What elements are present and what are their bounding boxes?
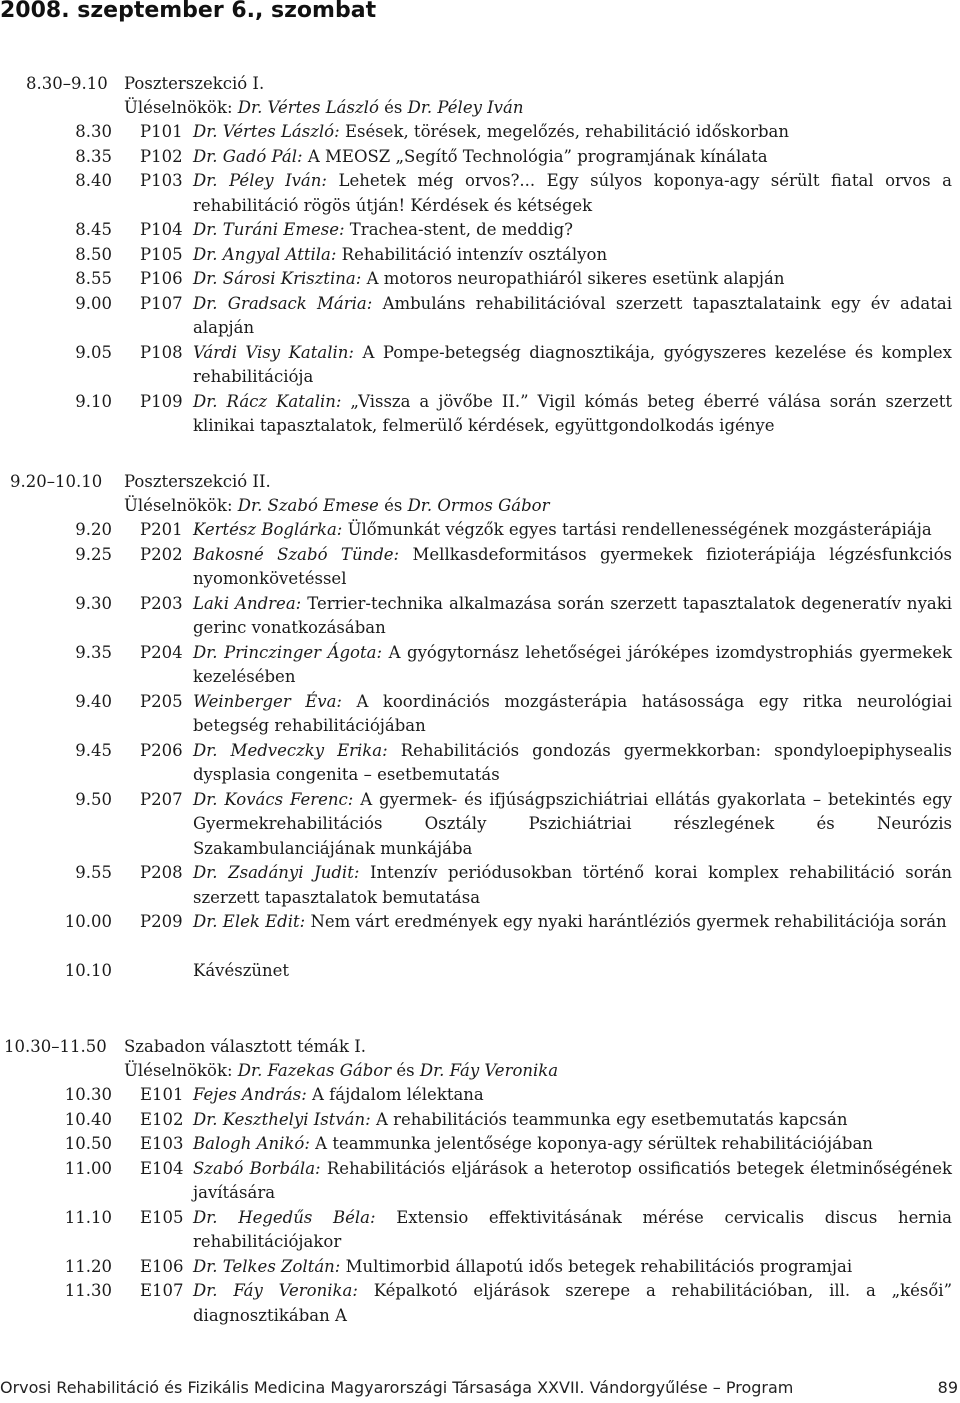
- item-title: Nem várt eredmények egy nyaki harántléziós gyermek rehabilitációja során: [310, 912, 947, 931]
- item-author: Dr. Péley Iván:: [193, 171, 327, 190]
- item-title: Ülőmunkát végzők egyes tartási rendellenességének mozgásterápiája: [347, 520, 932, 539]
- item-title: Extensio effektivitásának mérése cervicalis discus hernia rehabilitációjakor: [193, 1207, 952, 1251]
- item-author: Laki Andrea:: [193, 593, 302, 613]
- program-item: [0, 641, 960, 690]
- item-time: 8.30: [75, 122, 112, 141]
- item-code: E102: [140, 1109, 184, 1129]
- item-code: P101: [140, 122, 183, 141]
- item-code: P106: [140, 269, 183, 288]
- chair-name: Dr. Vértes László: [237, 98, 379, 117]
- chairs-and: és: [384, 98, 403, 117]
- item-author: Dr. Vértes László:: [193, 122, 340, 141]
- session-chairs: [0, 96, 960, 120]
- program-item: [0, 120, 960, 145]
- program-item: [0, 390, 960, 439]
- item-code: P103: [140, 171, 183, 190]
- item-author: Dr. Rácz Katalin:: [193, 391, 342, 411]
- item-author: Dr. Hegedűs Béla:: [193, 1207, 376, 1227]
- program-item: [0, 861, 960, 910]
- item-code: P105: [140, 244, 183, 264]
- program-item: [0, 218, 960, 243]
- item-author: Dr. Turáni Emese:: [193, 220, 345, 239]
- item-code: E106: [140, 1256, 184, 1276]
- item-time: 11.20: [64, 1256, 112, 1276]
- item-time: 9.10: [75, 391, 112, 411]
- item-time: 10.30: [64, 1085, 112, 1104]
- program-item: [0, 169, 960, 218]
- item-title: A gyermek- és ifjúságpszichiátriai ellátás gyakorlata – betekintés egy Gyermekrehabilitációs Osztály Pszichiátriai részlegének és Neurózis Szakambulanciájának munkájába: [193, 789, 952, 858]
- item-title: A gyógytornász lehetőségei járóképes izomdystrophiás gyermekek kezelésében: [193, 642, 952, 686]
- item-author: Dr. Sárosi Krisztina:: [193, 269, 362, 288]
- item-title: A koordinációs mozgásterápia hatásossága egy ritka neurológiai betegség rehabilitációjában: [193, 691, 953, 735]
- item-author: Dr. Zsadányi Judit:: [193, 863, 360, 882]
- program-item: [0, 592, 960, 641]
- item-title: Terrier-technika alkalmazása során szerzett tapasztalatok degeneratív nyaki gerinc vonatkozásában: [193, 593, 952, 637]
- item-time: 11.30: [64, 1281, 112, 1300]
- program-item: [0, 1132, 960, 1157]
- item-author: Fejes András:: [193, 1085, 307, 1104]
- session-title: Poszterszekció II.: [124, 472, 271, 491]
- program-item: [0, 910, 960, 935]
- session-poszterszekcio-2: [0, 470, 960, 983]
- chair-name: Dr. Péley Iván: [407, 98, 524, 117]
- item-author: Dr. Fáy Veronika:: [193, 1281, 358, 1300]
- item-code: P209: [140, 912, 183, 931]
- program-item: [0, 1255, 960, 1280]
- item-code: P203: [140, 593, 183, 613]
- item-title: Multimorbid állapotú idős betegek rehabilitációs programjai: [345, 1256, 853, 1276]
- item-title: Képalkotó eljárások szerepe a rehabilitációban, ill. a „késői” diagnosztikában A: [193, 1281, 953, 1325]
- session-chairs: [0, 1059, 960, 1083]
- chair-name: Dr. Szabó Emese: [237, 496, 379, 515]
- session-szabadon-valasztott-1: [0, 1035, 960, 1328]
- break-label: Kávészünet: [193, 960, 290, 980]
- item-author: Bakosné Szabó Tünde:: [193, 544, 400, 564]
- program-item: [0, 543, 960, 592]
- program-item: [0, 788, 960, 862]
- item-author: Dr. Medveczky Erika:: [193, 740, 388, 760]
- item-code: P107: [140, 293, 183, 313]
- session-header: [0, 1035, 960, 1059]
- item-title: A fájdalom lélektana: [312, 1085, 484, 1104]
- item-time: 9.35: [75, 642, 112, 662]
- page-number: 89: [937, 1378, 958, 1397]
- chairs-and: és: [396, 1061, 415, 1080]
- item-title: „Vissza a jövőbe II.” Vigil kómás beteg éberré válása során szerzett klinikai tapasztalatok, felmerülő kérdések, együttgondolkodás igénye: [193, 391, 953, 435]
- chairs-label: Üléselnökök:: [124, 496, 233, 515]
- item-time: 9.05: [75, 342, 112, 362]
- item-code: P208: [140, 863, 183, 882]
- item-author: Dr. Princzinger Ágota:: [193, 642, 383, 662]
- item-title: Rehabilitációs eljárások a heterotop ossificatiós betegek életminőségének javítására: [193, 1158, 952, 1202]
- chair-name: Dr. Fáy Veronika: [419, 1061, 559, 1080]
- item-title: Trachea-stent, de meddig?: [349, 220, 573, 239]
- item-code: P207: [140, 789, 183, 809]
- item-time: 11.10: [64, 1207, 112, 1227]
- item-author: Dr. Telkes Zoltán:: [193, 1256, 341, 1276]
- item-time: 9.45: [75, 740, 112, 760]
- item-author: Dr. Kovács Ferenc:: [193, 789, 354, 809]
- item-author: Balogh Anikó:: [193, 1134, 310, 1153]
- item-time: 11.00: [64, 1158, 112, 1178]
- item-time: 10.50: [64, 1134, 112, 1153]
- item-code: P201: [140, 520, 183, 539]
- item-time: 8.40: [75, 171, 112, 190]
- session-header: [0, 72, 960, 96]
- item-title: Lehetek még orvos?... Egy súlyos koponya-agy sérült fiatal orvos a rehabilitáció rögös útján! Kérdések és kétségek: [193, 171, 953, 215]
- item-code: P206: [140, 740, 183, 760]
- item-time: 9.50: [75, 789, 112, 809]
- item-author: Dr. Angyal Attila:: [193, 244, 337, 264]
- item-title: Intenzív periódusokban történő korai komplex rehabilitáció során szerzett tapasztalatok bemutatása: [193, 863, 953, 907]
- item-time: 8.50: [75, 244, 112, 264]
- item-code: E101: [140, 1085, 184, 1104]
- program-item: [0, 292, 960, 341]
- item-title: Rehabilitációs gondozás gyermekkorban: spondyloepiphysealis dysplasia congenita – esetbemutatás: [193, 740, 952, 784]
- item-time: 9.25: [75, 544, 112, 564]
- item-time: 8.55: [75, 269, 112, 288]
- program-item: [0, 341, 960, 390]
- program-item: [0, 1206, 960, 1255]
- item-time: 9.55: [75, 863, 112, 882]
- footer-text: Orvosi Rehabilitáció és Fizikális Medicina Magyarországi Társasága XXVII. Vándorgyűlése – Program: [0, 1378, 794, 1397]
- item-code: E104: [140, 1158, 184, 1178]
- break-time: 10.10: [64, 960, 112, 980]
- page-title: 2008. szeptember 6., szombat: [0, 0, 377, 23]
- item-title: Esések, törések, megelőzés, rehabilitáció időskorban: [344, 122, 789, 141]
- item-code: P202: [140, 544, 183, 564]
- session-poszterszekcio-1: [0, 72, 960, 439]
- item-time: 10.40: [64, 1109, 112, 1129]
- item-code: P104: [140, 220, 183, 239]
- item-code: P109: [140, 391, 183, 411]
- page-footer: [0, 1378, 960, 1397]
- program-item: [0, 518, 960, 543]
- item-title: Ambuláns rehabilitációval szerzett tapasztalataink egy év adatai alapján: [193, 293, 953, 337]
- item-title: Mellkasdeformitásos gyermekek fizioterápiája légzésfunkciós nyomonkövetéssel: [193, 544, 952, 588]
- item-author: Várdi Visy Katalin:: [193, 342, 354, 362]
- item-time: 9.30: [75, 593, 112, 613]
- item-title: A MEOSZ „Segítő Technológia” programjának kínálata: [307, 146, 768, 166]
- session-time: 10.30–11.50: [4, 1037, 107, 1056]
- program-item: [0, 1108, 960, 1133]
- chairs-and: és: [384, 496, 403, 515]
- item-time: 9.20: [75, 520, 112, 539]
- program-item: [0, 267, 960, 292]
- item-author: Kertész Boglárka:: [193, 520, 343, 539]
- item-time: 8.35: [75, 146, 112, 166]
- program-item: [0, 690, 960, 739]
- item-code: E107: [140, 1281, 184, 1300]
- session-title: Poszterszekció I.: [124, 74, 265, 93]
- item-code: P205: [140, 691, 183, 711]
- item-code: E103: [140, 1134, 184, 1153]
- item-title: A rehabilitációs teammunka egy esetbemutatás kapcsán: [375, 1109, 848, 1129]
- item-author: Szabó Borbála:: [193, 1158, 321, 1178]
- item-title: Rehabilitáció intenzív osztályon: [341, 244, 608, 264]
- program-item: [0, 1083, 960, 1108]
- item-time: 9.00: [75, 293, 112, 313]
- item-author: Weinberger Éva:: [193, 691, 342, 711]
- session-title: Szabadon választott témák I.: [124, 1037, 366, 1056]
- program-item: [0, 1157, 960, 1206]
- coffee-break: [0, 959, 960, 984]
- item-time: 9.40: [75, 691, 112, 711]
- item-title: A Pompe-betegség diagnosztikája, gyógyszeres kezelése és komplex rehabilitációja: [193, 342, 952, 386]
- item-title: A motoros neuropathiáról sikeres esetünk alapján: [366, 269, 785, 288]
- session-header: [0, 470, 960, 494]
- item-author: Dr. Elek Edit:: [193, 912, 306, 931]
- item-code: P102: [140, 146, 183, 166]
- chair-name: Dr. Ormos Gábor: [407, 496, 550, 515]
- item-code: E105: [140, 1207, 184, 1227]
- item-title: A teammunka jelentősége koponya-agy sérültek rehabilitációjában: [315, 1134, 873, 1153]
- chair-name: Dr. Fazekas Gábor: [237, 1061, 392, 1080]
- program-item: [0, 739, 960, 788]
- chairs-label: Üléselnökök:: [124, 98, 233, 117]
- session-time: 9.20–10.10: [10, 472, 103, 491]
- item-author: Dr. Keszthelyi István:: [193, 1109, 371, 1129]
- item-code: P204: [140, 642, 183, 662]
- item-time: 8.45: [75, 220, 112, 239]
- chairs-label: Üléselnökök:: [124, 1061, 233, 1080]
- item-time: 10.00: [64, 912, 112, 931]
- program-item: [0, 243, 960, 268]
- session-chairs: [0, 494, 960, 518]
- program-item: [0, 145, 960, 170]
- session-time: 8.30–9.10: [26, 74, 108, 93]
- program-item: [0, 1279, 960, 1328]
- item-author: Dr. Gadó Pál:: [193, 146, 303, 166]
- item-author: Dr. Gradsack Mária:: [193, 293, 373, 313]
- item-code: P108: [140, 342, 183, 362]
